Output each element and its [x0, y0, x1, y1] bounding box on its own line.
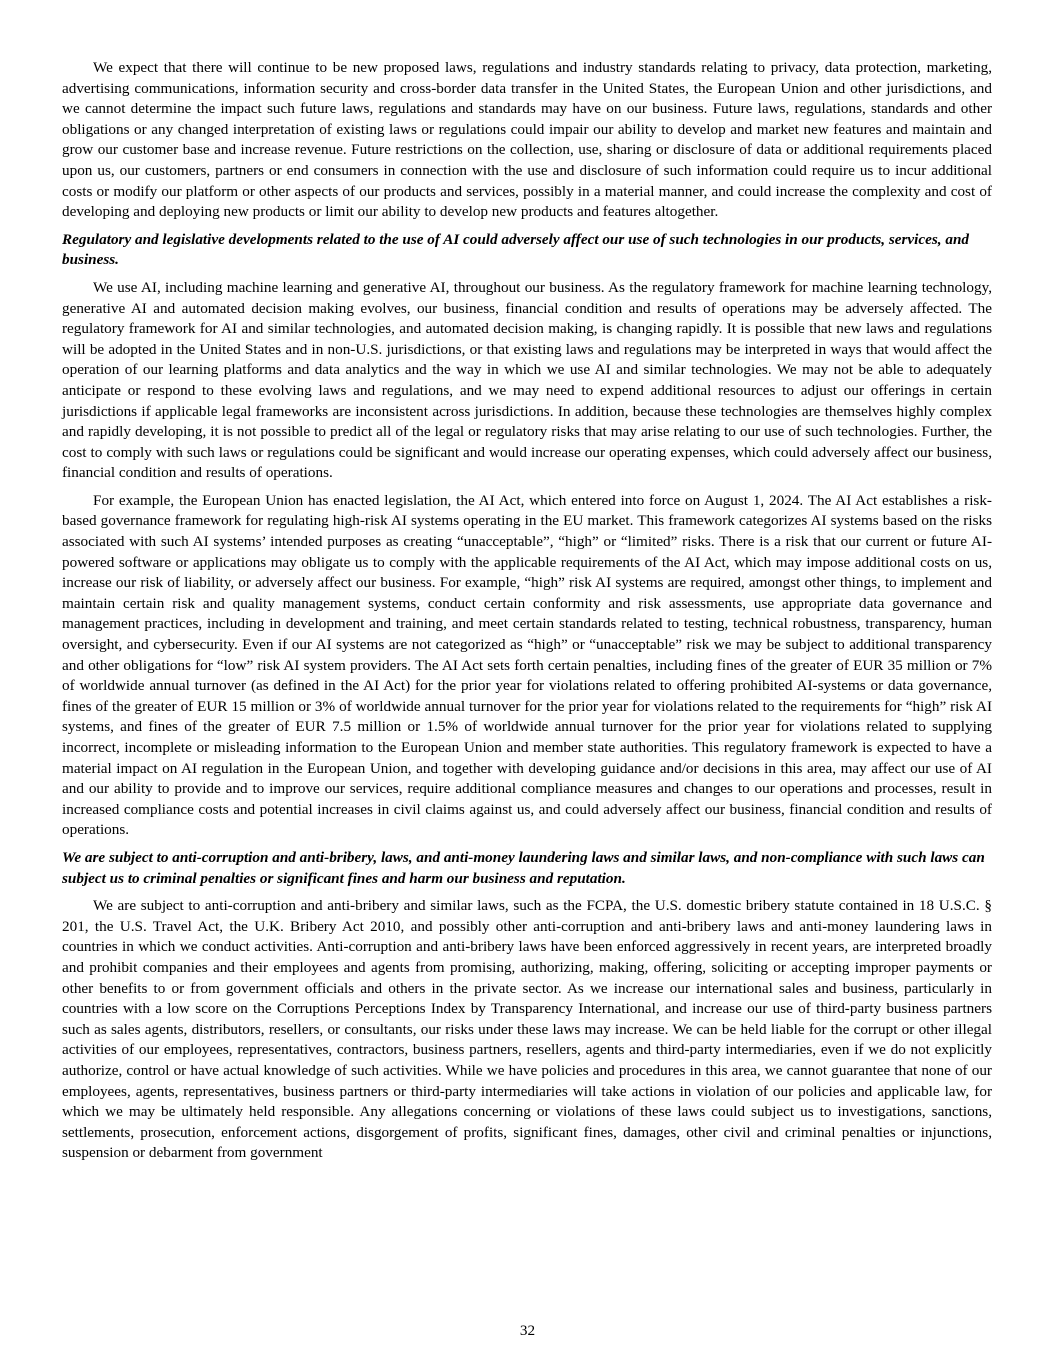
paragraph-privacy-laws: We expect that there will continue to be new proposed laws, regulations and industry standards relating to privacy, data protection, marketing, advertising communications, information security and cross-border data transfer in the United States, the European Union and other jurisdictions, and we cannot determine the impact such future laws, regulations and standards may have on our business. Future laws, regulations, standards and other obligations or any changed interpretation of existing laws or regulations could impair our ability to develop and market new features and maintain and grow our customer base and increase revenue. Future restrictions on the collection, use, sharing or disclosure of data or additional requirements placed upon us, our customers, partners or end consumers in connection with the use and disclosure of such information could require us to incur additional costs or modify our platform or other aspects of our products and services, possibly in a material manner, and could increase the complexity and cost of developing and deploying new products or limit our ability to develop new products and features altogether.	[62, 59, 992, 221]
document-page	[62, 58, 992, 1171]
heading-anti-corruption: We are subject to anti-corruption and anti-bribery, laws, and anti-money laundering laws and similar laws, and non-compliance with such laws can subject us to criminal penalties or significant fines and harm our business and reputation.	[62, 848, 985, 887]
paragraph-anti-bribery: We are subject to anti-corruption and anti-bribery and similar laws, such as the FCPA, the U.S. domestic bribery statute contained in 18 U.S.C. § 201, the U.S. Travel Act, the U.K. Bribery Act 2010, and possibly other anti-corruption and anti-bribery laws and anti-money laundering laws in countries in which we conduct activities. Anti-corruption and anti-bribery laws have been enforced aggressively in recent years, are interpreted broadly and prohibit companies and their employees and agents from promising, authorizing, making, offering, soliciting or accepting improper payments or other benefits to or from government officials and others in the private sector. As we increase our international sales and business, particularly in countries with a low score on the Corruptions Perceptions Index by Transparency International, and increase our use of third-party business partners such as sales agents, distributors, resellers, or consultants, our risks under these laws may increase. We can be held liable for the corrupt or other illegal activities of our employees, representatives, contractors, business partners, resellers, agents and third-party intermediaries, even if we do not explicitly authorize, control or have actual knowledge of such activities. While we have policies and procedures in this area, we cannot guarantee that none of our employees, agents, representatives, business partners or third-party intermediaries will take actions in violation of our policies and applicable law, for which we may be ultimately held responsible. Any allegations concerning or violations of these laws could subject us to investigations, sanctions, settlements, prosecution, enforcement actions, disgorgement of profits, significant fines, damages, other civil and criminal penalties or injunctions, suspension or debarment from government	[62, 897, 992, 1162]
paragraph-eu-ai-act: For example, the European Union has enacted legislation, the AI Act, which entered into force on August 1, 2024. The AI Act establishes a risk-based governance framework for regulating high-risk AI systems operating in the EU market. This framework categorizes AI systems based on the risks associated with such AI systems’ intended purposes as creating “unacceptable”, “high” or “limited” risks. There is a risk that our current or future AI-powered software or applications may obligate us to comply with the applicable requirements of the AI Act, which may impose additional costs on us, increase our risk of liability, or adversely affect our business. For example, “high” risk AI systems are required, amongst other things, to implement and maintain certain risk and quality management systems, conduct certain conformity and risk assessments, use appropriate data governance and management practices, including in development and training, and meet certain standards related to testing, technical robustness, transparency, human oversight, and cybersecurity. Even if our AI systems are not categorized as “high” or “unacceptable” risk we may be subject to additional transparency and other obligations for “low” risk AI system providers. The AI Act sets forth certain penalties, including fines of the greater of EUR 35 million or 7% of worldwide annual turnover (as defined in the AI Act) for the prior year for violations related to offering prohibited AI-systems or data governance, fines of the greater of EUR 15 million or 3% of worldwide annual turnover for the prior year for violations related to the requirements for “high” risk AI systems, and fines of the greater of EUR 7.5 million or 1.5% of worldwide annual turnover for the prior year for violations related to supplying incorrect, incomplete or misleading information to the European Union and member state authorities. This regulatory framework is expected to have a material impact on AI regulation in the European Union, and together with developing guidance and/or decisions in this area, may affect our use of AI and our ability to provide and to improve our services, require additional compliance measures and changes to our operations and processes, result in increased compliance costs and potential increases in civil claims against us, and could adversely affect our business, financial condition and results of operations.	[62, 491, 992, 839]
heading-ai-regulation: Regulatory and legislative developments related to the use of AI could adversely affect our use of such technologies in our products, services, and business.	[62, 230, 969, 269]
paragraph-ai-usage: We use AI, including machine learning and generative AI, throughout our business. As the regulatory framework for machine learning technology, generative AI and automated decision making evolves, our business, financial condition and results of operations may be adversely affected. The regulatory framework for AI and similar technologies, and automated decision making, is changing rapidly. It is possible that new laws and regulations will be adopted in the United States and in non-U.S. jurisdictions, or that existing laws and regulations may be interpreted in ways that would affect the operation of our learning platforms and data analytics and the way in which we use AI and similar technologies. We may not be able to adequately anticipate or respond to these evolving laws and regulations, and we may need to expend additional resources to adjust our offerings in certain jurisdictions if applicable legal frameworks are inconsistent across jurisdictions. In addition, because these technologies are themselves highly complex and rapidly developing, it is not possible to predict all of the legal or regulatory risks that may arise relating to our use of such technologies. Further, the cost to comply with such laws or regulations could be significant and would increase our operating expenses, which could adversely affect our business, financial condition and results of operations.	[62, 278, 992, 482]
page-number: 32	[519, 1322, 536, 1339]
